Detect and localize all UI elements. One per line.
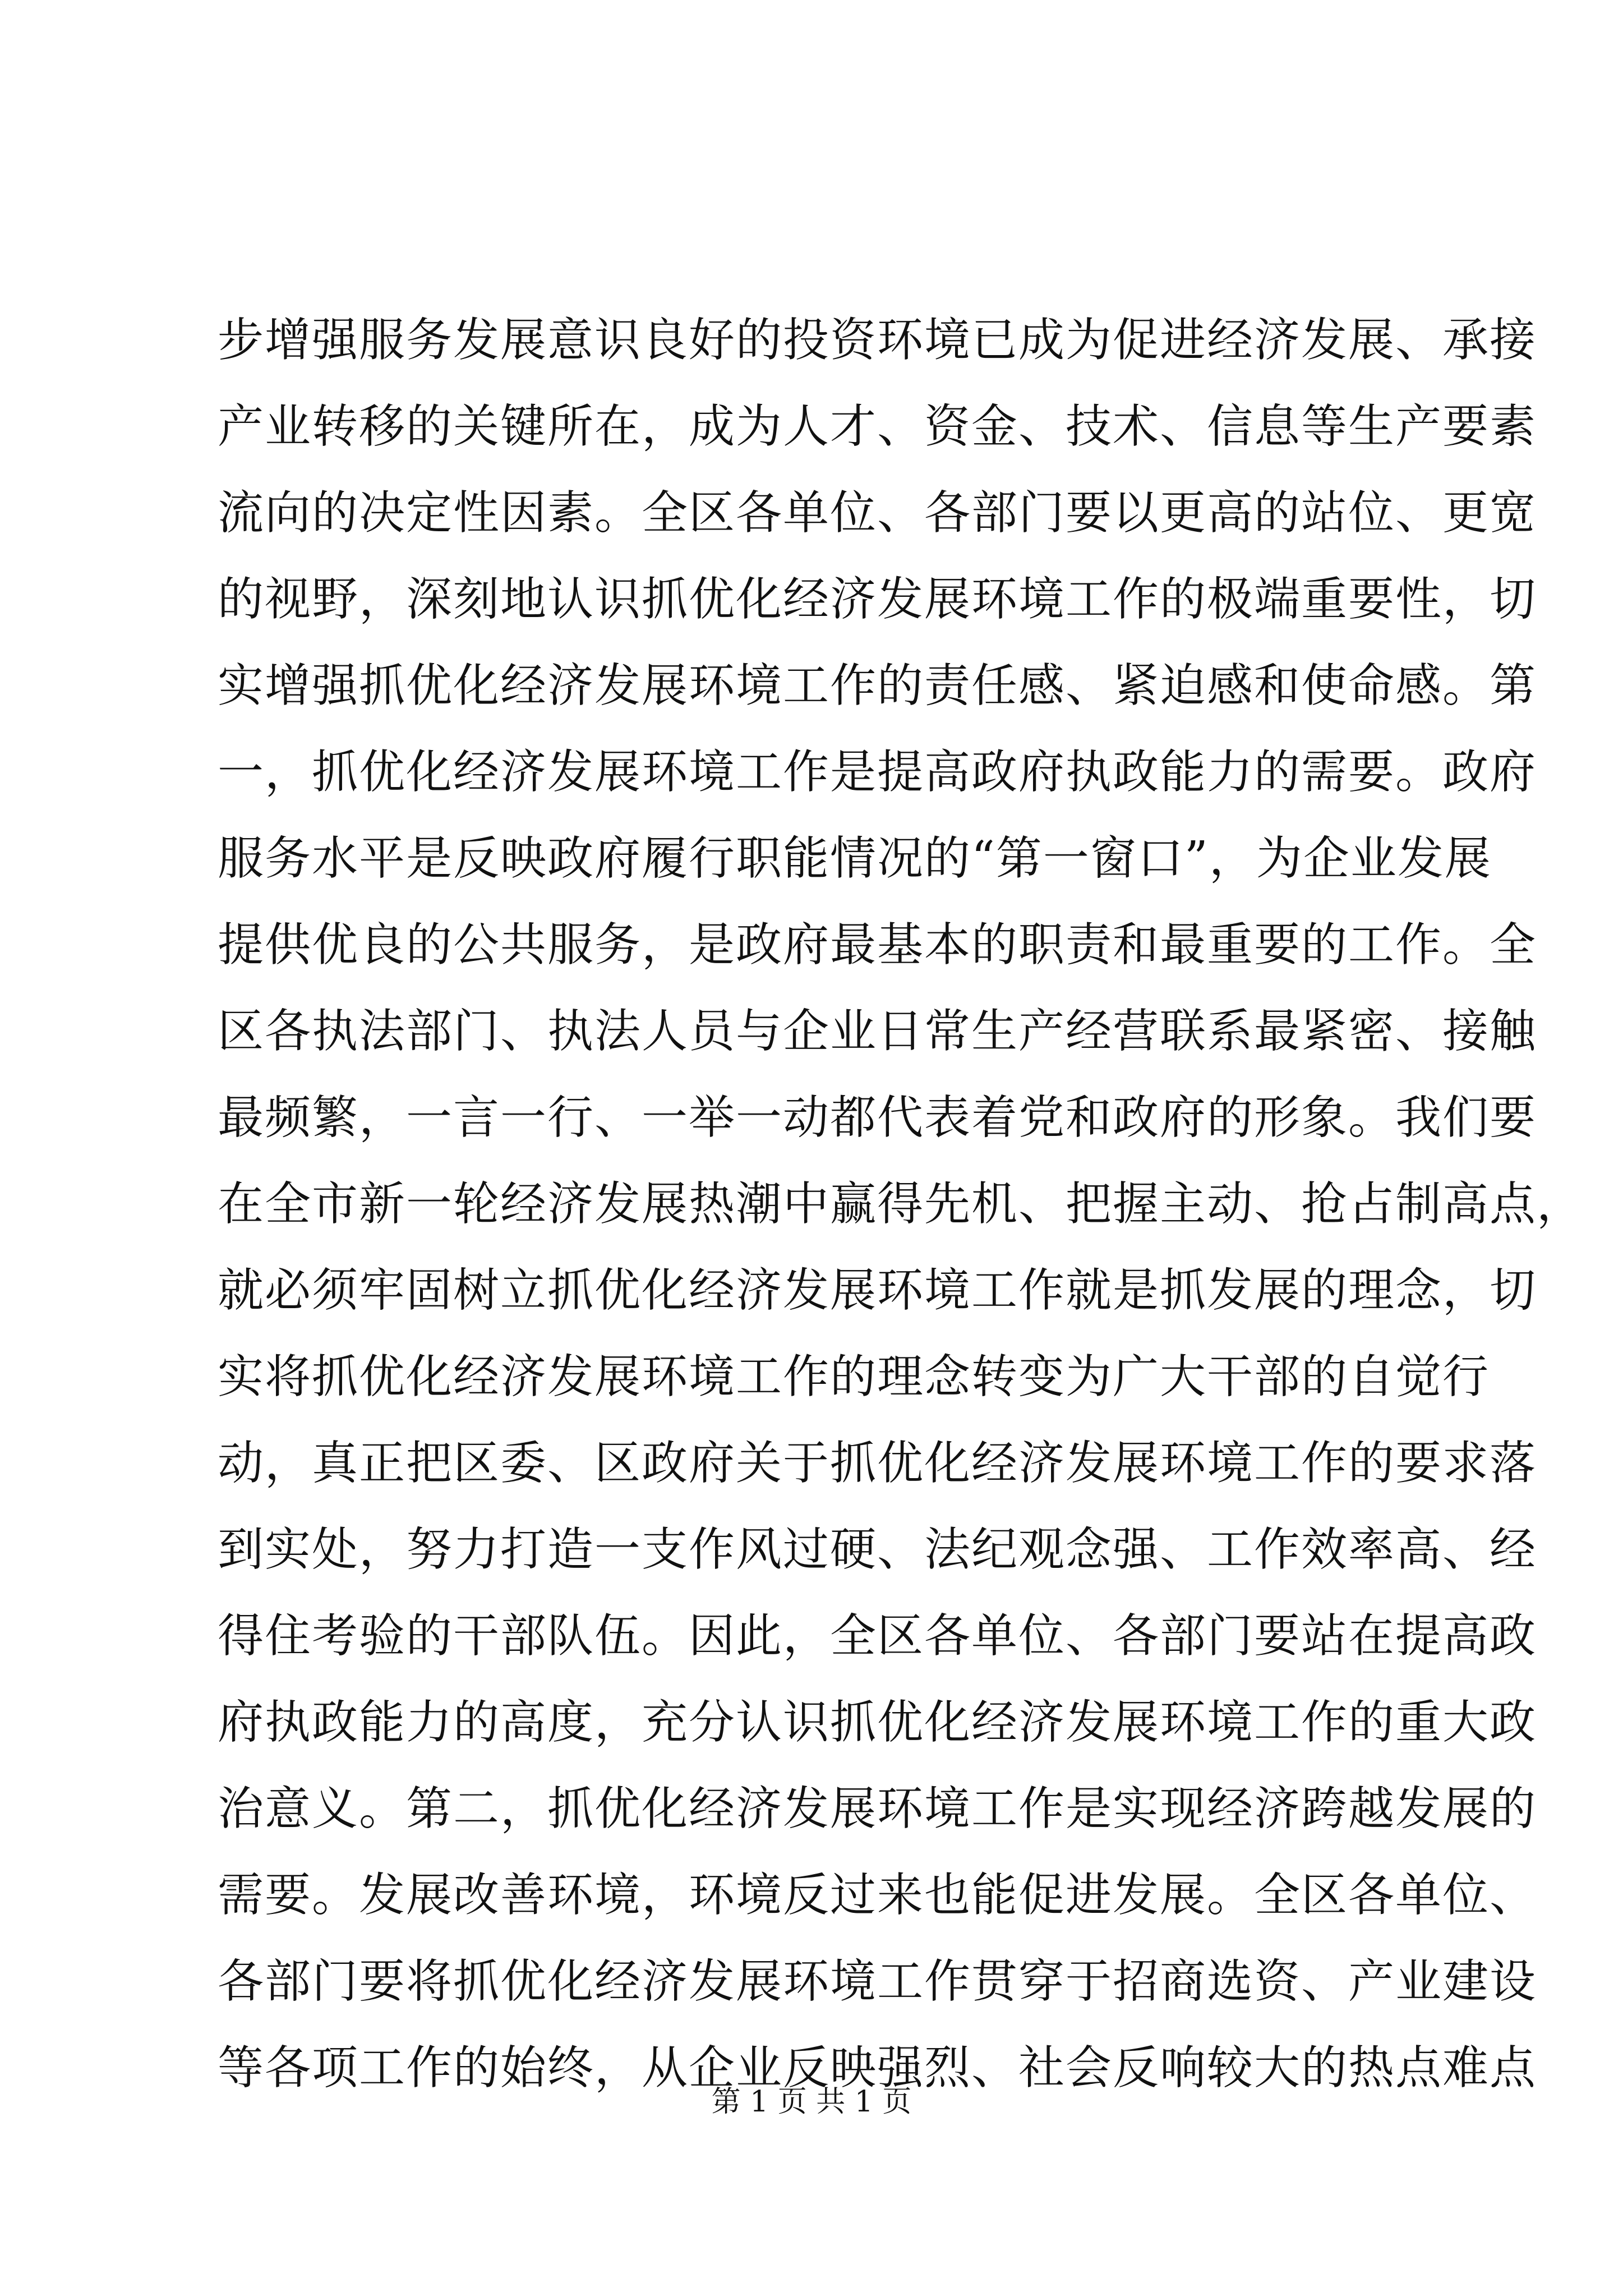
text-line: 的视野，深刻地认识抓优化经济发展环境工作的极端重要性，切	[218, 573, 1537, 626]
text-line: 提供优良的公共服务，是政府最基本的职责和最重要的工作。全	[218, 918, 1537, 972]
text-line: 在全市新一轮经济发展热潮中赢得先机、把握主动、抢占制高点，	[218, 1177, 1584, 1231]
body-paragraph	[218, 297, 1584, 2111]
text-line: 实增强抓优化经济发展环境工作的责任感、紧迫感和使命感。第	[218, 659, 1537, 712]
text-line: 服务水平是反映政府履行职能情况的“第一窗口”，为企业发展	[218, 832, 1492, 885]
text-line: 治意义。第二，抓优化经济发展环境工作是实现经济跨越发展的	[218, 1782, 1537, 1835]
text-line: 步增强服务发展意识良好的投资环境已成为促进经济发展、承接	[218, 314, 1537, 367]
text-line: 需要。发展改善环境，环境反过来也能促进发展。全区各单位、	[218, 1869, 1537, 1922]
text-line: 府执政能力的高度，充分认识抓优化经济发展环境工作的重大政	[218, 1696, 1537, 1749]
text-line: 产业转移的关键所在，成为人才、资金、技术、信息等生产要素	[218, 400, 1537, 453]
text-line: 一，抓优化经济发展环境工作是提高政府执政能力的需要。政府	[218, 746, 1537, 799]
text-line: 得住考验的干部队伍。因此，全区各单位、各部门要站在提高政	[218, 1609, 1537, 1663]
text-line: 最频繁，一言一行、一举一动都代表着党和政府的形象。我们要	[218, 1091, 1537, 1144]
text-line: 实将抓优化经济发展环境工作的理念转变为广大干部的自觉行	[218, 1350, 1490, 1404]
text-line: 就必须牢固树立抓优化经济发展环境工作就是抓发展的理念，切	[218, 1264, 1537, 1317]
text-line: 各部门要将抓优化经济发展环境工作贯穿于招商选资、产业建设	[218, 1955, 1537, 2008]
page-number-footer: 第 1 页 共 1 页	[711, 2085, 912, 2119]
text-line: 区各执法部门、执法人员与企业日常生产经营联系最紧密、接触	[218, 1005, 1537, 1058]
text-line: 到实处，努力打造一支作风过硬、法纪观念强、工作效率高、经	[218, 1523, 1537, 1576]
text-line: 动，真正把区委、区政府关于抓优化经济发展环境工作的要求落	[218, 1437, 1537, 1490]
text-line: 流向的决定性因素。全区各单位、各部门要以更高的站位、更宽	[218, 486, 1537, 540]
text-line: 等各项工作的始终，从企业反映强烈、社会反响较大的热点难点	[218, 2041, 1537, 2095]
